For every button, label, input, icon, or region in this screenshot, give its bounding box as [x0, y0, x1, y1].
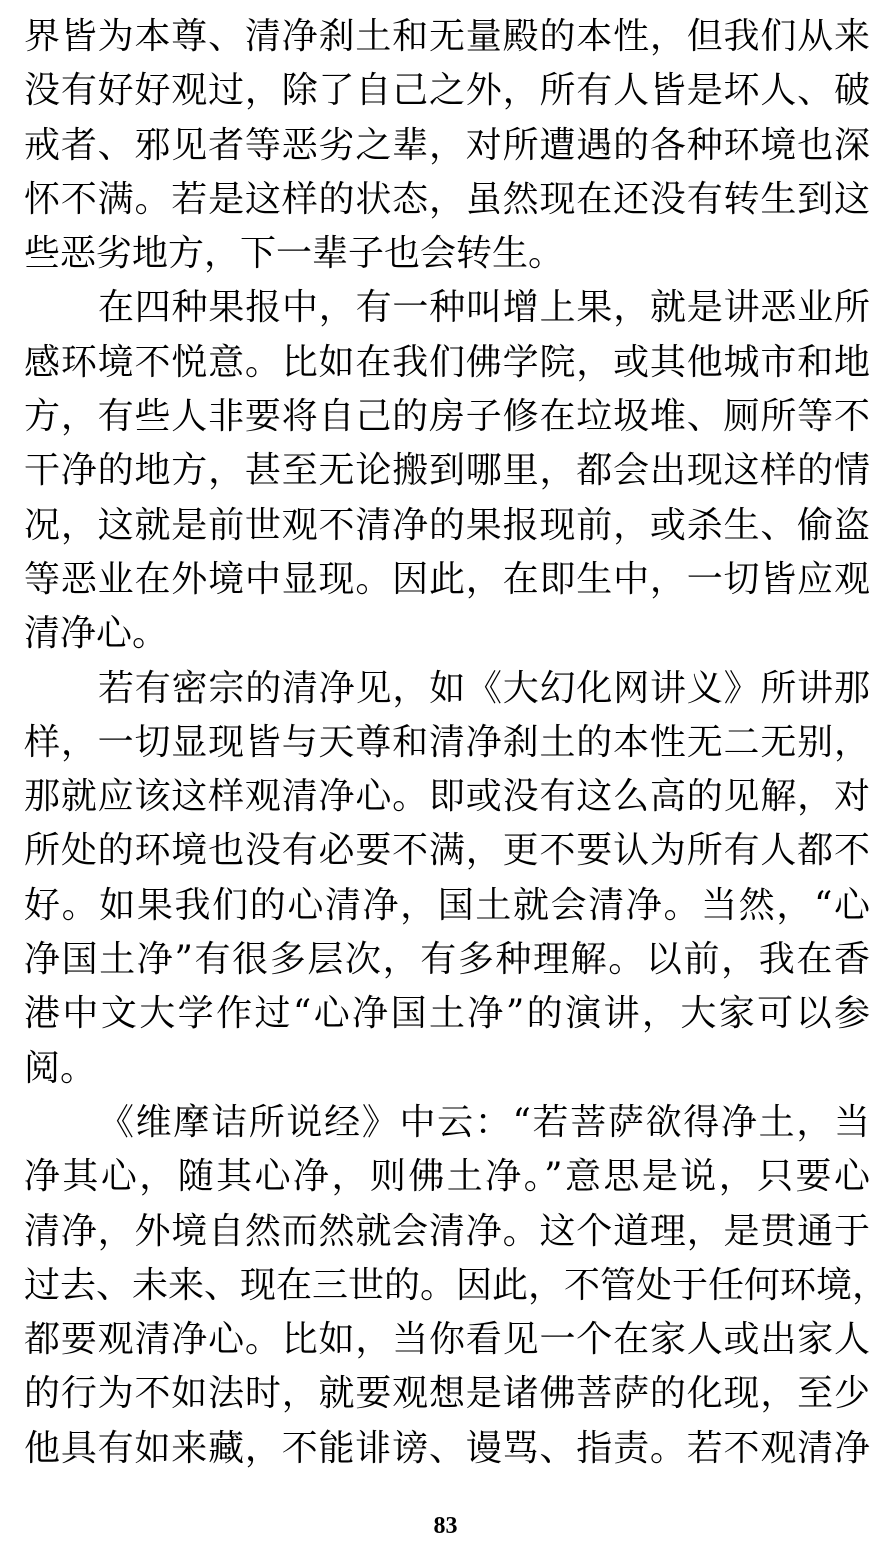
text-line: 方，有些人非要将自己的房子修在垃圾堆、厕所等不 — [24, 396, 870, 438]
text-line: 干净的地方，甚至无论搬到哪里，都会出现这样的情 — [24, 450, 870, 492]
text-line: 《维摩诘所说经》中云：“若菩萨欲得净土，当 — [98, 1101, 870, 1143]
text-line: 净国土净”有很多层次，有多种理解。以前，我在香 — [24, 939, 870, 981]
text-line: 都要观清净心。比如，当你看见一个在家人或出家人 — [24, 1319, 870, 1361]
text-line: 若有密宗的清净见，如《大幻化网讲义》所讲那 — [98, 667, 870, 709]
text-line: 那就应该这样观清净心。即或没有这么高的见解，对 — [24, 776, 870, 818]
page-number: 83 — [433, 1513, 458, 1539]
text-line: 好。如果我们的心清净，国土就会清净。当然，“心 — [24, 884, 870, 926]
paragraph-1 — [24, 10, 870, 281]
text-line: 过去、未来、现在三世的。因此，不管处于任何环境， — [24, 1264, 889, 1306]
paragraph-4 — [24, 1096, 889, 1476]
text-line: 所处的环境也没有必要不满，更不要认为所有人都不 — [24, 830, 870, 872]
text-line: 况，这就是前世观不清净的果报现前，或杀生、偷盗 — [24, 504, 870, 546]
text-line: 些恶劣地方，下一辈子也会转生。 — [24, 233, 565, 275]
text-line: 怀不满。若是这样的状态，虽然现在还没有转生到这 — [24, 178, 870, 220]
text-line: 港中文大学作过“心净国土净”的演讲，大家可以参 — [24, 993, 870, 1035]
text-line: 阅。 — [24, 1047, 97, 1089]
text-line: 的行为不如法时，就要观想是诸佛菩萨的化现，至少 — [24, 1373, 870, 1415]
text-line: 样，一切显现皆与天尊和清净刹土的本性无二无别， — [24, 721, 870, 763]
text-line: 感环境不悦意。比如在我们佛学院，或其他城市和地 — [24, 341, 870, 383]
text-line: 等恶业在外境中显现。因此，在即生中，一切皆应观 — [24, 558, 870, 600]
paragraph-3 — [24, 662, 870, 1096]
text-line: 清净，外境自然而然就会清净。这个道理，是贯通于 — [24, 1210, 870, 1252]
text-line: 清净心。 — [24, 613, 169, 655]
paragraph-2 — [24, 281, 870, 661]
text-line: 戒者、邪见者等恶劣之辈，对所遭遇的各种环境也深 — [24, 124, 870, 166]
text-line: 没有好好观过，除了自己之外，所有人皆是坏人、破 — [24, 70, 870, 112]
text-line: 净其心，随其心净，则佛土净。”意思是说，只要心 — [24, 1156, 870, 1198]
text-line: 他具有如来藏，不能诽谤、谩骂、指责。若不观清净 — [24, 1427, 870, 1469]
book-page — [24, 10, 889, 1476]
text-line: 在四种果报中，有一种叫增上果，就是讲恶业所 — [98, 287, 870, 329]
text-line: 界皆为本尊、清净刹土和无量殿的本性，但我们从来 — [24, 16, 870, 57]
